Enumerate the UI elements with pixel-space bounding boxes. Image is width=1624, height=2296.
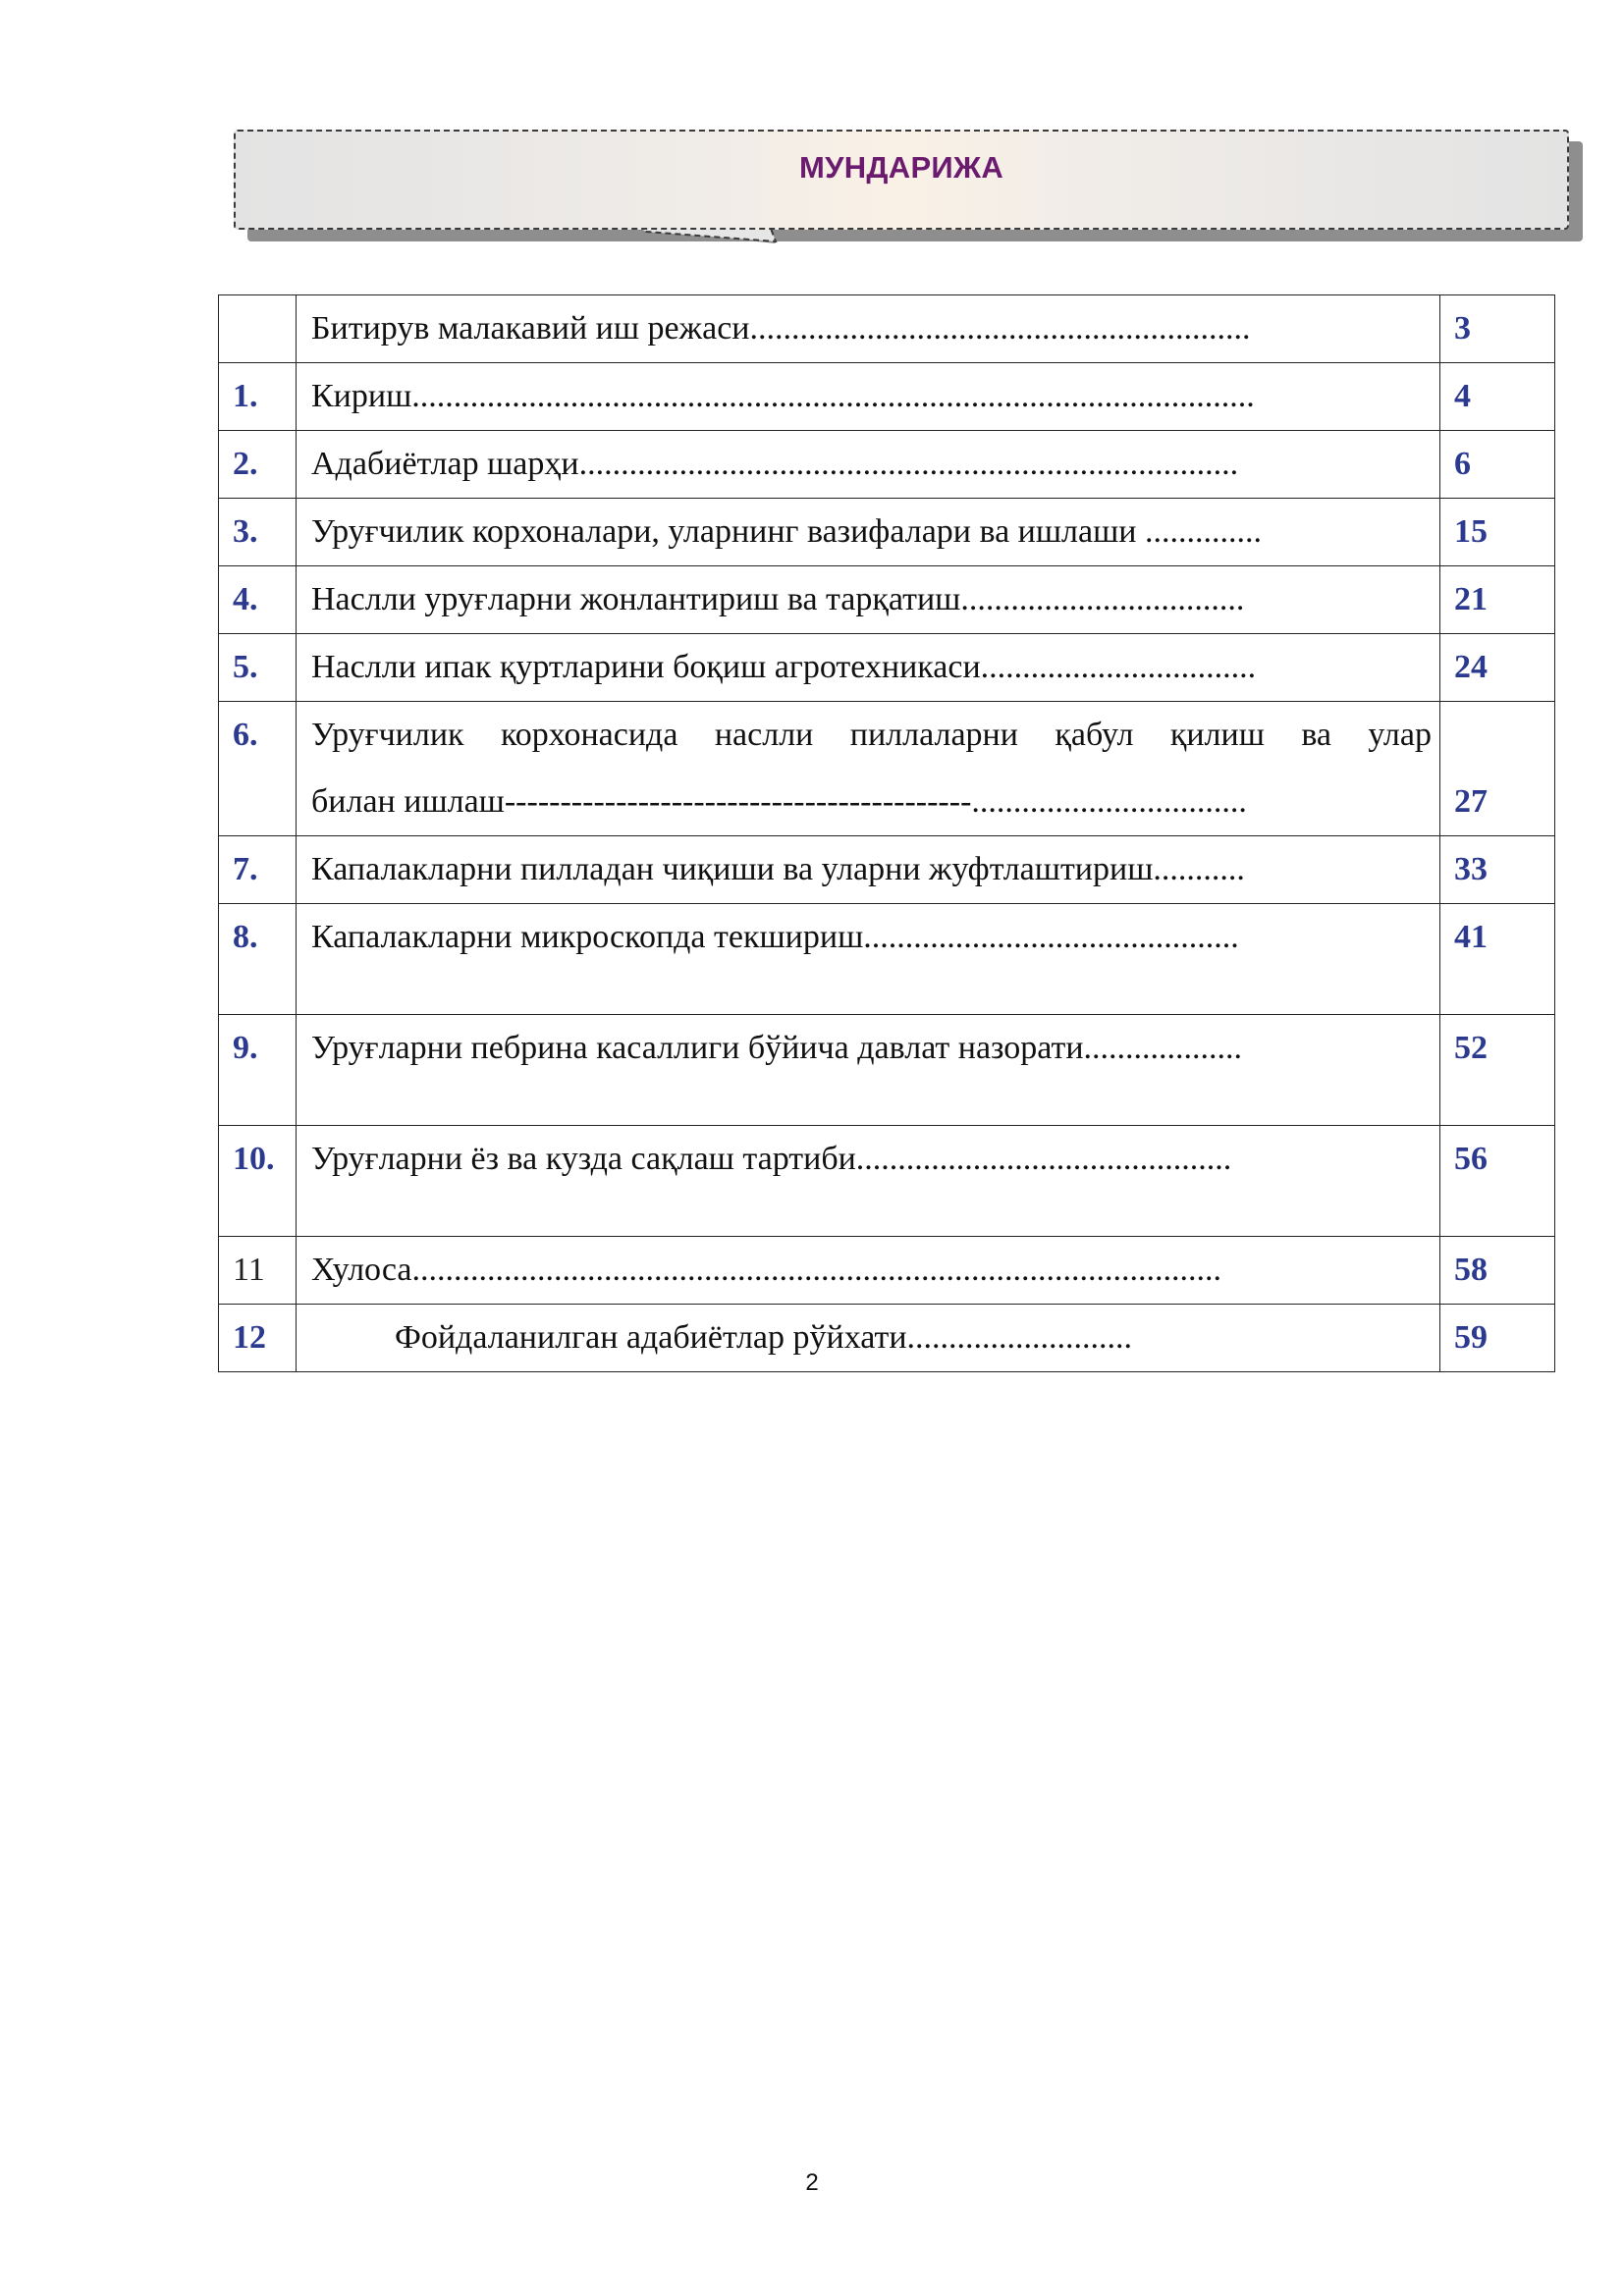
toc-page: 4 bbox=[1440, 363, 1555, 431]
toc-number: 6. bbox=[219, 702, 297, 836]
heading-callout bbox=[234, 130, 1569, 230]
toc-row bbox=[219, 1305, 1555, 1372]
toc-page: 6 bbox=[1440, 431, 1555, 499]
toc-row bbox=[219, 634, 1555, 702]
page-title: МУНДАРИЖА bbox=[798, 150, 1004, 185]
toc-title: Наслли ипак қуртларини боқиш агротехникаси................................. bbox=[297, 634, 1440, 702]
toc-row bbox=[219, 904, 1555, 1015]
toc-page: 24 bbox=[1440, 634, 1555, 702]
toc-title: Кириш..................................................................................................... bbox=[297, 363, 1440, 431]
toc-title: Уруғларни ёз ва кузда сақлаш тартиби............................................. bbox=[297, 1126, 1440, 1237]
toc-title bbox=[297, 702, 1440, 836]
callout-box bbox=[234, 130, 1569, 230]
toc-title-line: Уруғчилик корхонасида наслли пиллаларни қабул қилиш ва улар bbox=[311, 717, 1432, 753]
toc-page: 41 bbox=[1440, 904, 1555, 1015]
toc-number: 9. bbox=[219, 1015, 297, 1126]
toc-number: 1. bbox=[219, 363, 297, 431]
toc-row bbox=[219, 363, 1555, 431]
toc-number: 11 bbox=[219, 1237, 297, 1305]
toc-row bbox=[219, 1015, 1555, 1126]
toc-title-line: билан ишлаш------------------------------------------................................. bbox=[311, 783, 1247, 820]
toc-number: 2. bbox=[219, 431, 297, 499]
toc-title: Капалакларни пилладан чиқиши ва уларни жуфтлаштириш........... bbox=[297, 836, 1440, 904]
toc-row bbox=[219, 431, 1555, 499]
toc-title: Капалакларни микроскопда текшириш............................................. bbox=[297, 904, 1440, 1015]
toc-title: Битирув малакавий иш режаси............................................................ bbox=[297, 295, 1440, 363]
toc-number: 12 bbox=[219, 1305, 297, 1372]
toc-page: 15 bbox=[1440, 499, 1555, 566]
toc-number: 10. bbox=[219, 1126, 297, 1237]
toc-title: Уруғларни пебрина касаллиги бўйича давлат назорати................... bbox=[297, 1015, 1440, 1126]
toc-page: 3 bbox=[1440, 295, 1555, 363]
toc-number: 3. bbox=[219, 499, 297, 566]
toc-page: 27 bbox=[1440, 702, 1555, 836]
toc-table bbox=[218, 294, 1555, 1372]
toc-title: Уруғчилик корхоналари, уларнинг вазифалари ва ишлаши .............. bbox=[297, 499, 1440, 566]
toc-title: Наслли уруғларни жонлантириш ва тарқатиш.................................. bbox=[297, 566, 1440, 634]
toc-page: 52 bbox=[1440, 1015, 1555, 1126]
toc-row bbox=[219, 1237, 1555, 1305]
toc-number: 8. bbox=[219, 904, 297, 1015]
toc-number: 4. bbox=[219, 566, 297, 634]
toc-title: Фойдаланилган адабиётлар рўйхати........................... bbox=[297, 1305, 1440, 1372]
toc-number bbox=[219, 295, 297, 363]
toc-row bbox=[219, 702, 1555, 836]
page-number: 2 bbox=[805, 2169, 819, 2196]
toc-title: Адабиётлар шарҳи............................................................................... bbox=[297, 431, 1440, 499]
toc-row bbox=[219, 295, 1555, 363]
toc-title: Хулоса................................................................................................. bbox=[297, 1237, 1440, 1305]
toc-row bbox=[219, 566, 1555, 634]
toc-row bbox=[219, 499, 1555, 566]
toc-row bbox=[219, 1126, 1555, 1237]
toc-page: 59 bbox=[1440, 1305, 1555, 1372]
toc-page: 21 bbox=[1440, 566, 1555, 634]
toc-page: 58 bbox=[1440, 1237, 1555, 1305]
toc-number: 5. bbox=[219, 634, 297, 702]
toc-row bbox=[219, 836, 1555, 904]
toc-number: 7. bbox=[219, 836, 297, 904]
toc-page: 33 bbox=[1440, 836, 1555, 904]
toc-page: 56 bbox=[1440, 1126, 1555, 1237]
